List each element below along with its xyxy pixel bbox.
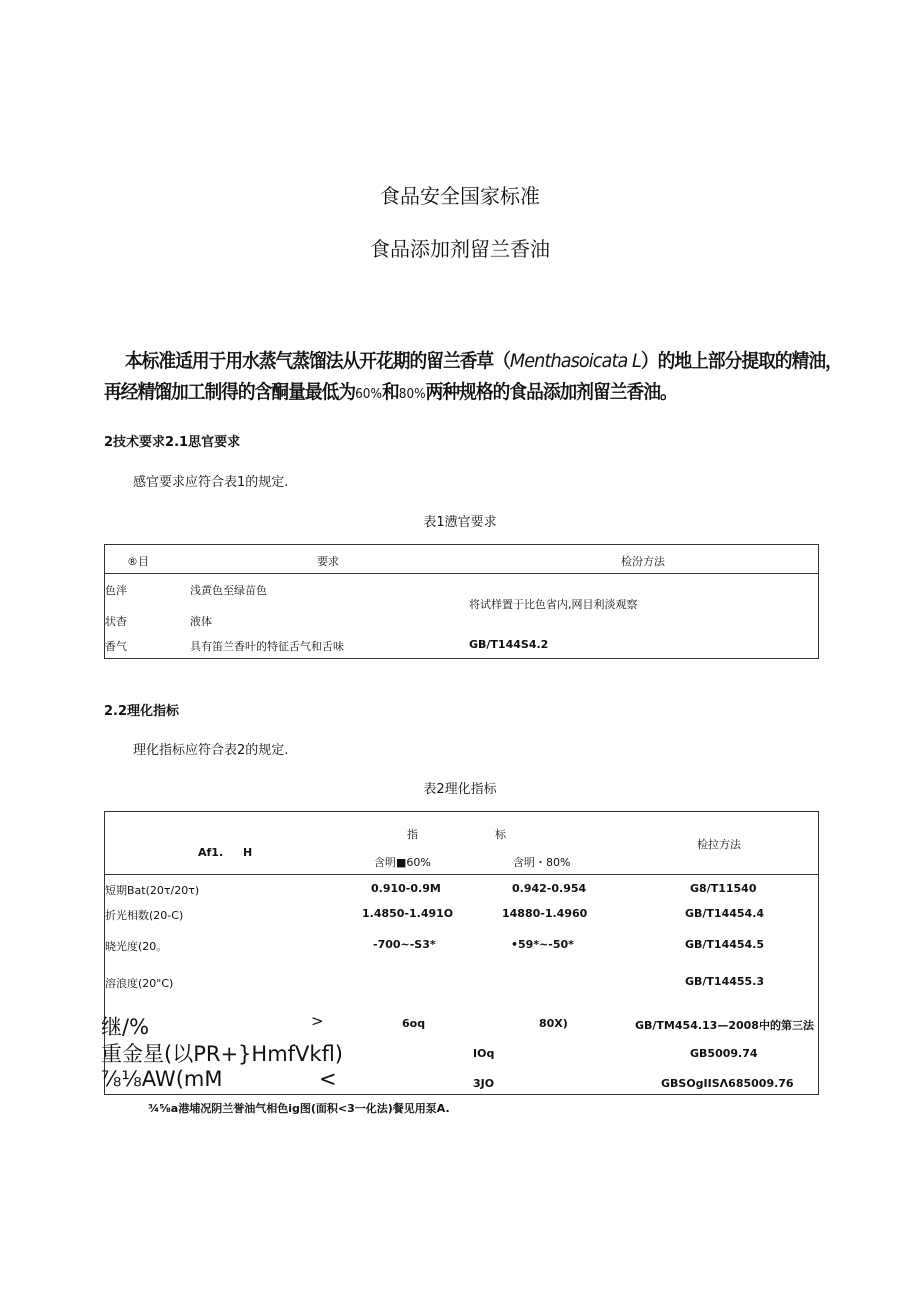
table2-row-ketone-method: GB/TM454.13—2008中的第三法 — [635, 1019, 814, 1032]
table-divider — [105, 573, 818, 574]
table2-footnote: ¾⅝a港埔况阴兰誉油气相色ig图(面积<3一化法)餐见用泵A. — [148, 1102, 450, 1115]
latin-name: Menthasoicata L — [509, 350, 641, 372]
table2-row-solubility-method: GB/T14455.3 — [685, 975, 765, 988]
table1-header-method: 检汾方法 — [621, 555, 665, 568]
table2-row-density-item: 短期Bat(20τ/20τ) — [105, 884, 200, 897]
table2-header-60: 含明■60% — [374, 856, 431, 869]
table2-row-ketone-item: 继/% — [101, 1015, 150, 1039]
table2-row-ketone-60: 6oq — [402, 1017, 426, 1030]
section-text-2-2: 理化指标应符合表2的规定. — [133, 743, 289, 758]
table2-row-rotation-item: 晓光度(20。 — [105, 940, 168, 953]
table1-header-item: ®目 — [127, 555, 149, 568]
table2-row-heavy-metal-item: 重金星(以PR+}HmfVkfl) — [101, 1042, 343, 1066]
section-text-2-1: 感官要求应符合表1的规定. — [133, 475, 289, 490]
table2-header-80: 含明・80% — [513, 856, 571, 869]
table2-row-heavy-metal-60: IOq — [473, 1047, 495, 1060]
table2-row-density-80: 0.942-0.954 — [512, 882, 587, 895]
physchem-table — [101, 811, 819, 1095]
table2-header-index-a: 指 — [407, 828, 418, 841]
table2-caption: 表2理化指标 — [423, 782, 497, 797]
table2-row-ketone-80: 80X) — [539, 1017, 568, 1030]
table1-method-visual: 将试样置于比色省内,网目利淡观察 — [469, 598, 638, 611]
scope-paragraph — [104, 346, 842, 410]
table1-header-requirement: 要求 — [317, 555, 339, 568]
table2-row-refraction-item: 折光相数(20-C) — [105, 909, 184, 922]
content-60: 60% — [355, 387, 382, 402]
table2-header-item-b: H — [243, 846, 253, 859]
scope-text-e: 两种规格的食品添加剂留兰香油。 — [425, 381, 677, 403]
scope-line-1 — [104, 346, 842, 377]
table2-row-density-60: 0.910-0.9M — [371, 882, 441, 895]
sensory-table — [104, 544, 819, 659]
table-divider — [105, 874, 818, 875]
table2-header-index-b: 标 — [495, 828, 506, 841]
table2-row-rotation-80: •59*~-50* — [511, 938, 574, 951]
table1-method-aroma: GB/T144S4.2 — [469, 638, 549, 651]
table2-row-solubility-item: 溶浪度(20"C) — [105, 977, 174, 990]
table2-row-heavy-metal-method: GB5009.74 — [690, 1047, 758, 1060]
scope-line-2 — [104, 377, 842, 410]
table1-row-aroma-item: 香气 — [105, 640, 127, 653]
table2-row-density-method: G8/T11540 — [690, 882, 757, 895]
table1-row-aroma-req: 具有笛兰香叶的特征舌气和舌味 — [190, 640, 344, 653]
scope-text-b: ）的地上部分提取的精油， — [640, 350, 842, 372]
table2-row-arsenic-60: 3JO — [473, 1077, 495, 1090]
section-heading-2-2: 2.2理化指标 — [104, 704, 180, 719]
standard-title: 食品安全国家标准 — [380, 184, 540, 208]
table1-row-color-req: 浅黄色至绿苗色 — [190, 584, 267, 597]
table1-row-color-item: 色泮 — [105, 584, 127, 597]
table2-row-refraction-method: GB/T14454.4 — [685, 907, 765, 920]
table2-row-rotation-method: GB/T14454.5 — [685, 938, 765, 951]
product-title: 食品添加剂留兰香油 — [370, 237, 550, 261]
table2-row-arsenic-sym: < — [319, 1067, 337, 1091]
section-heading-2-1: 2技术要求2.1思官要求 — [104, 435, 241, 450]
scope-text-c: 再经精馏加工制得的含酮量最低为 — [104, 381, 356, 403]
table2-row-arsenic-method: GBSOgIISΛ685009.76 — [661, 1077, 794, 1090]
table2-row-refraction-60: 1.4850-1.491O — [362, 907, 454, 920]
scope-text-d: 和 — [381, 381, 399, 403]
table1-caption: 表1懑官要求 — [423, 515, 497, 530]
table2-row-ketone-sym: > — [311, 1012, 324, 1030]
table1-row-state-item: 状杳 — [105, 615, 127, 628]
scope-text-a: 本标准适用于用水蒸气蒸馏法从开花期的留兰香草（ — [124, 350, 510, 372]
content-80: 80% — [398, 387, 426, 402]
table2-row-rotation-60: -700~-S3* — [373, 938, 436, 951]
table2-row-arsenic-item: ⅞⅛AW(mM — [101, 1067, 223, 1091]
table1-row-state-req: 液体 — [190, 615, 212, 628]
table2-header-item-a: Af1. — [198, 846, 224, 859]
table2-row-refraction-80: 14880-1.4960 — [502, 907, 588, 920]
table2-header-method: 检拉方法 — [697, 838, 741, 851]
